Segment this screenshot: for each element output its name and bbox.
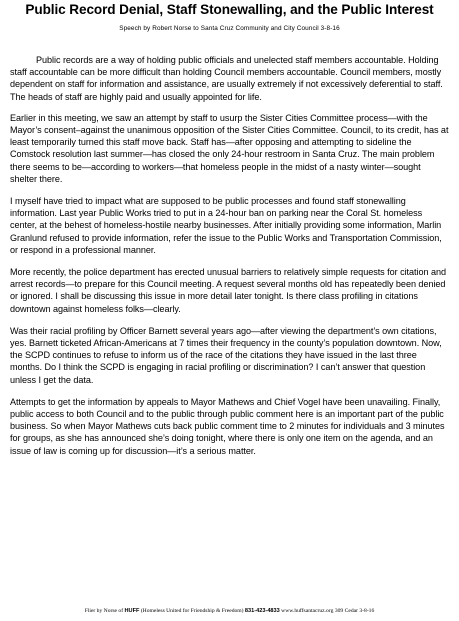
paragraph-6: Attempts to get the information by appeals to Mayor Mathews and Chief Vogel have been unavailing. Finally, public access to both Council and to the public through public comment here is an important part of the public business. So when Mayor Mathews cuts back public comment time to 2 minutes for individuals and 3 minutes for groups, as she has announced she’s doing tonight, where there is only one item on the agenda, and an issue of law is coming up for discussion—it’s a serious matter. [10,396,445,456]
document-title: Public Record Denial, Staff Stonewalling, and the Public Interest [25,2,434,17]
paragraph-5: Was their racial profiling by Officer Barnett several years ago—after viewing the department’s own citations, yes. Barnett ticketed African-Americans at 7 times their frequency in the county’s population downtown. Now, the SCPD continues to refuse to inform us of the race of the citations they have issued in the last three months. Do I think the SCPD is engaging in racial profiling or discrimination? I can’t answer that question unless I get the data. [10,325,442,385]
footer-prefix: Flier by Norse of [84,608,125,614]
footer-website-link[interactable]: www.huffsantacruz.org [279,608,335,614]
footer-org-full: (Homeless United for Friendship & Freedom) [139,608,245,614]
footer-org: HUFF [124,608,140,614]
paragraph-1: Public records are a way of holding public officials and unelected staff members accountable. Holding staff accountable can be more difficult than holding Council members accountable. Council members, mostly dependent on staff for information and assistance, are usually extremely if not excessively deferential to staff. The heads of staff are highly paid and usually appointed for life. [10,55,443,102]
footer-address: 309 Cedar 3-8-16 [334,608,375,614]
paragraph-2: Earlier in this meeting, we saw an attempt by staff to usurp the Sister Cities Committee process—with the Mayor’s consent–against the unanimous opposition of the Sister Cities Committee. Council, to its credit, has at least temporarily turned this staff move back. Staff has—after opposing and attempting to sideline the Comstock resolution last summer—has closed the only 24-hour restroom in Santa Cruz. The main problem there seems to be—according to workers—that homeless people in the midst of a nasty winter—sought shelter there. [10,112,449,184]
footer-phone: 831-423-4833 [244,608,280,614]
document-subtitle: Speech by Robert Norse to Santa Cruz Community and City Council 3-8-16 [119,25,340,32]
paragraph-4: More recently, the police department has erected unusual barriers to relatively simple requests for citation and arrest records—to prepare for this Council meeting. A request several months old has repeatedly been denied or ignored. I shall be discussing this issue in more detail later tonight. Is there class profiling in citations downtown against homeless folks—clearly. [10,267,447,314]
paragraph-3: I myself have tried to impact what are supposed to be public processes and found staff stonewalling information. Last year Public Works tried to put in a 24-hour ban on parking near the Coral St. homeless center, at the behest of homeless-hostile nearby businesses. After initially providing some information, Marlin Granlund refused to provide information, refer the issue to the Public Works and Transportation Commission, or respond in a professional manner. [10,196,442,255]
document-body [10,54,449,457]
footer [0,608,459,615]
